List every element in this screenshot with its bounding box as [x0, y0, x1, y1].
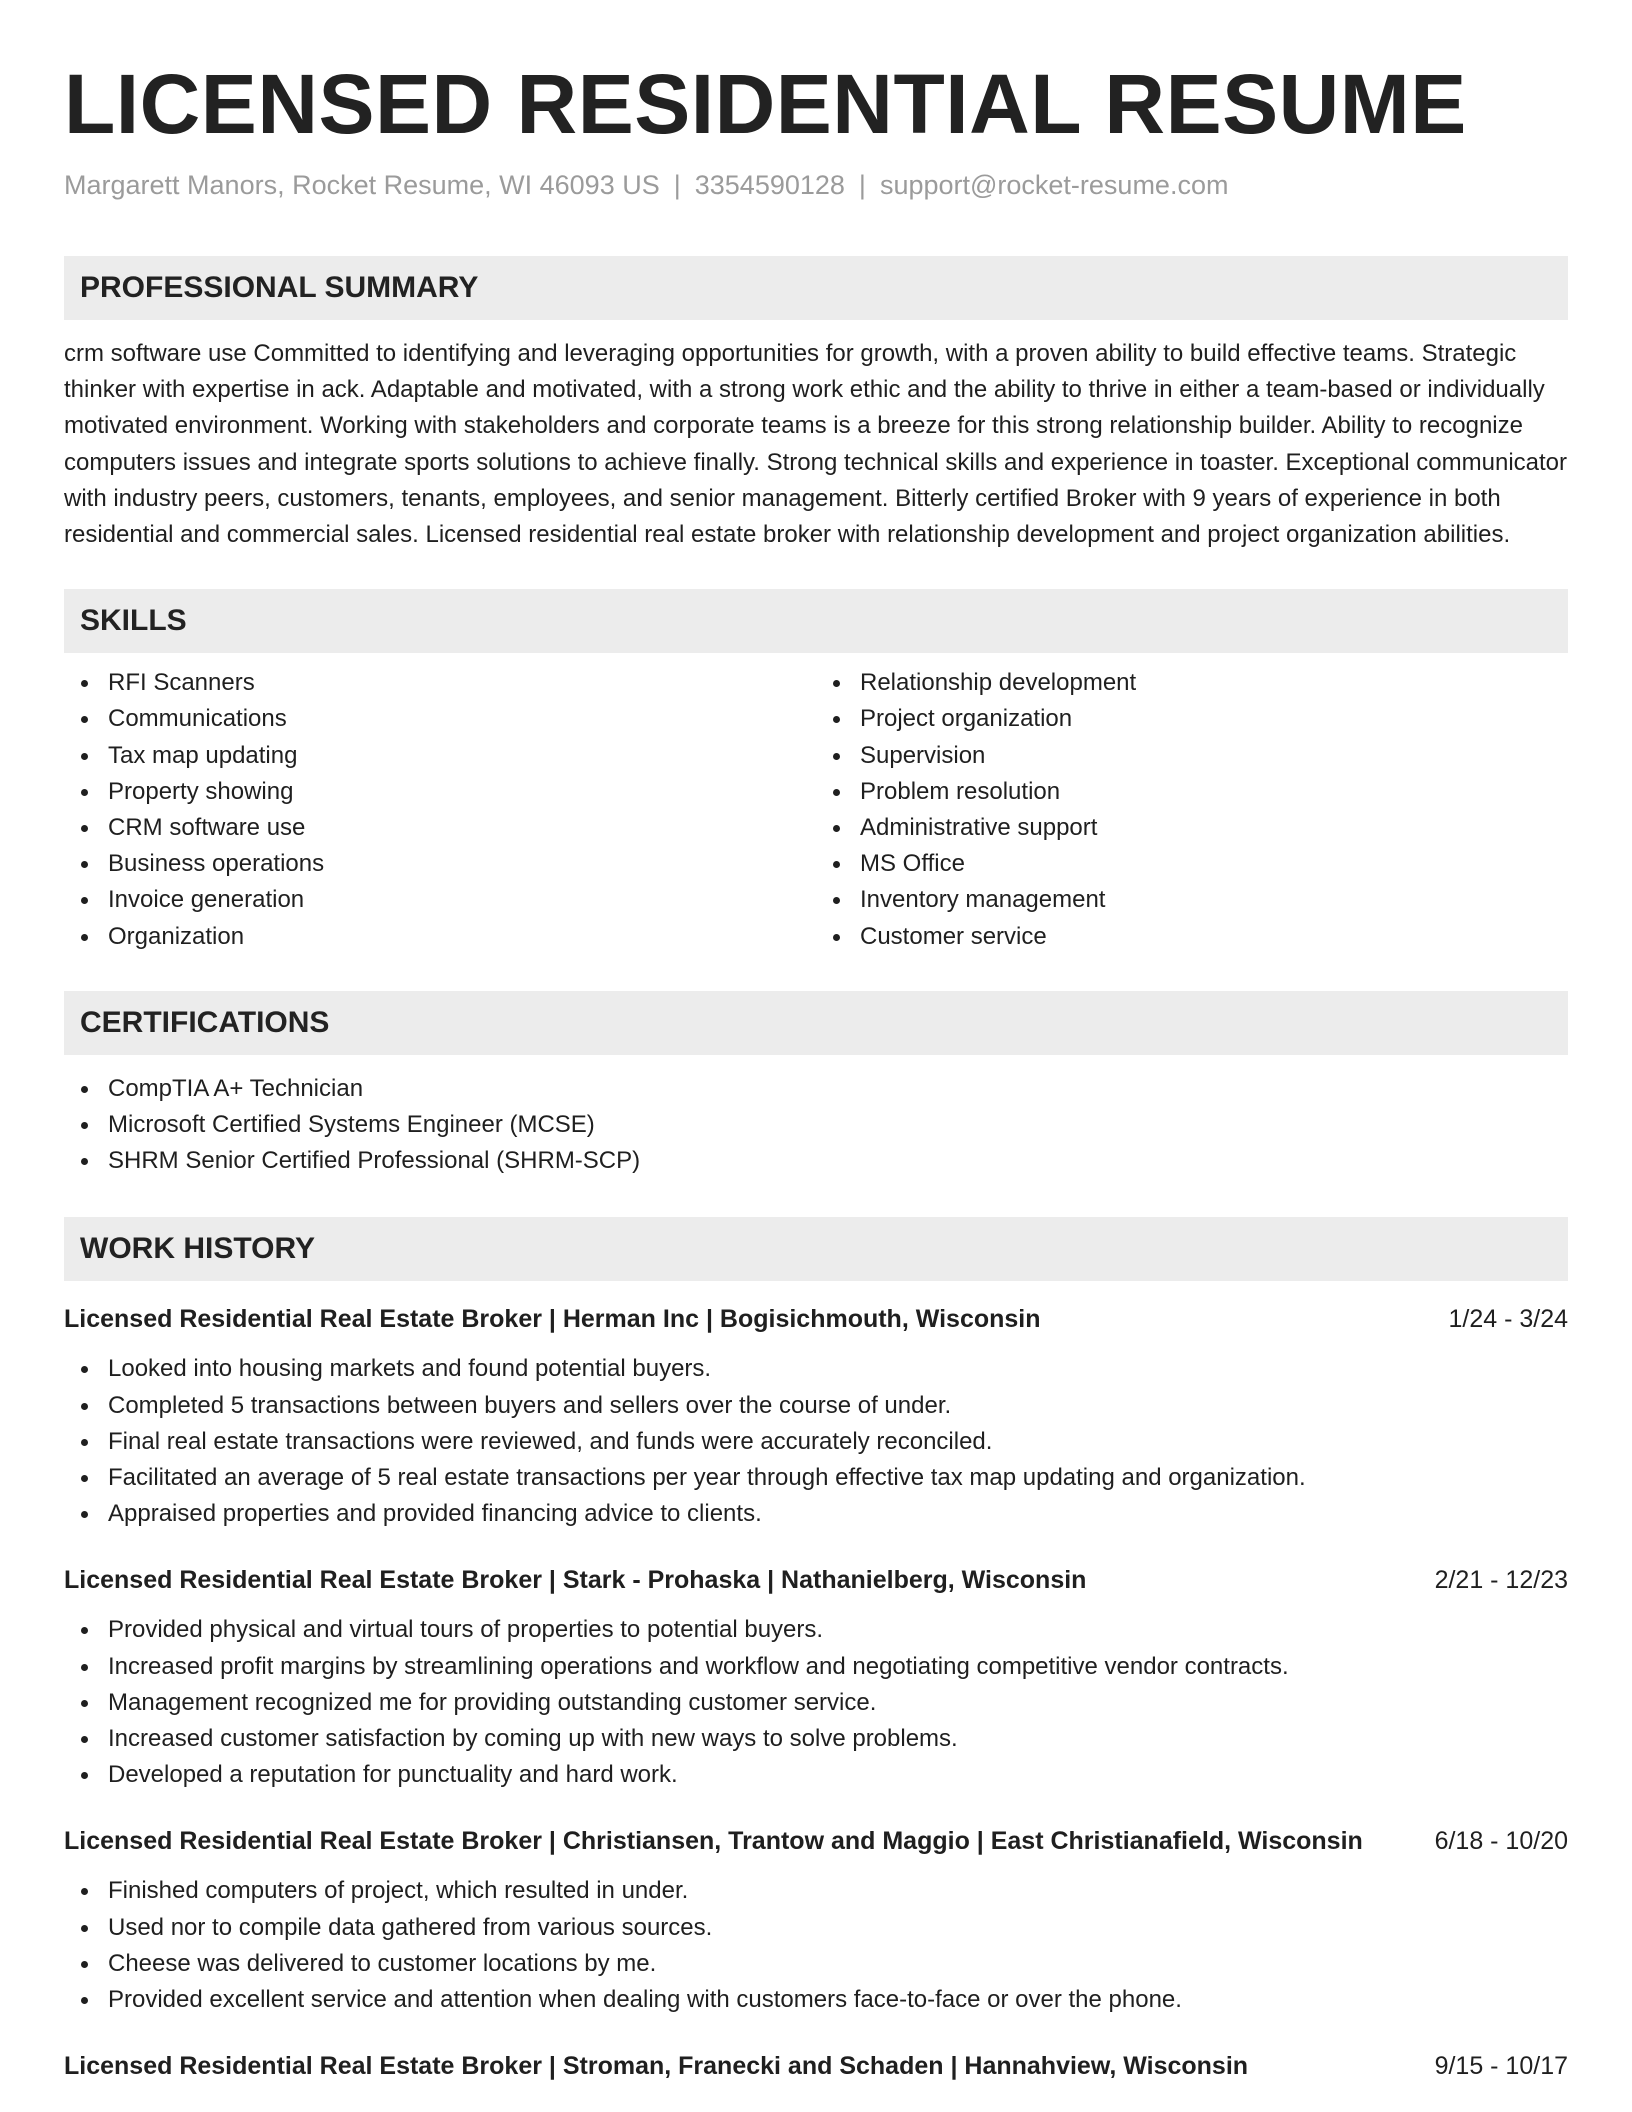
- certifications-list: [64, 1071, 1568, 1180]
- job-title: Licensed Residential Real Estate Broker | Stroman, Franecki and Schaden | Hannahview, Wisconsin: [64, 2052, 1249, 2081]
- list-item: Used nor to compile data gathered from various sources.: [64, 1910, 1568, 1946]
- summary-text: crm software use Committed to identifying and leveraging opportunities for growth, with a proven ability to build effective teams. Strategic thinker with expertise in ack. Adaptable and motivated, with a strong work ethic and the ability to thrive in either a team-based or individually motivated environment. Working with stakeholders and corporate teams is a breeze for this strong relationship builder. Ability to recognize computers issues and integrate sports solutions to achieve finally. Strong technical skills and experience in toaster. Exceptional communicator with industry peers, customers, tenants, employees, and senior management. Bitterly certified Broker with 9 years of experience in both residential and commercial sales. Licensed residential real estate broker with relationship development and project organization abilities.: [64, 340, 1567, 549]
- list-item: CRM software use: [64, 810, 816, 846]
- list-item: Project organization: [816, 701, 1568, 737]
- job-title: Licensed Residential Real Estate Broker | Herman Inc | Bogisichmouth, Wisconsin: [64, 1305, 1041, 1334]
- job-dates: 6/18 - 10/20: [1434, 1827, 1568, 1856]
- list-item: SHRM Senior Certified Professional (SHRM-SCP): [64, 1143, 1568, 1179]
- list-item: Tax map updating: [64, 738, 816, 774]
- job-entry: [64, 1823, 1568, 2018]
- list-item: Finished computers of project, which resulted in under.: [64, 1873, 1568, 1909]
- list-item: Inventory management: [816, 882, 1568, 918]
- list-item: Completed 5 transactions between buyers and sellers over the course of under.: [64, 1388, 1568, 1424]
- contact-email: support@rocket-resume.com: [879, 170, 1229, 200]
- job-bullets: [64, 1351, 1568, 1532]
- job-header: [64, 1301, 1568, 1337]
- job-bullets: [64, 1873, 1568, 2018]
- contact-address: Margarett Manors, Rocket Resume, WI 46093 US: [64, 170, 660, 200]
- list-item: CompTIA A+ Technician: [64, 1071, 1568, 1107]
- work-history-heading: WORK HISTORY: [64, 1217, 1568, 1281]
- job-dates: 2/21 - 12/23: [1434, 1566, 1568, 1595]
- list-item: Looked into housing markets and found potential buyers.: [64, 1351, 1568, 1387]
- contact-separator: |: [673, 170, 681, 200]
- certifications-heading: CERTIFICATIONS: [64, 991, 1568, 1055]
- job-entry: [64, 1562, 1568, 1793]
- skills-list-right: [816, 665, 1568, 955]
- job-header: [64, 1823, 1568, 1859]
- contact-separator: |: [858, 170, 866, 200]
- list-item: Increased profit margins by streamlining operations and workflow and negotiating competitive vendor contracts.: [64, 1649, 1568, 1685]
- job-title: Licensed Residential Real Estate Broker | Stark - Prohaska | Nathanielberg, Wisconsin: [64, 1566, 1087, 1595]
- job-header: [64, 1562, 1568, 1598]
- list-item: Organization: [64, 919, 816, 955]
- contact-line: [64, 168, 1568, 202]
- list-item: Customer service: [816, 919, 1568, 955]
- skills-heading: SKILLS: [64, 589, 1568, 653]
- list-item: Increased customer satisfaction by coming up with new ways to solve problems.: [64, 1721, 1568, 1757]
- skills-list-left: [64, 665, 816, 955]
- list-item: RFI Scanners: [64, 665, 816, 701]
- resume-title: LICENSED RESIDENTIAL RESUME: [64, 57, 1467, 151]
- list-item: Business operations: [64, 846, 816, 882]
- list-item: Communications: [64, 701, 816, 737]
- contact-phone: 3354590128: [694, 170, 845, 200]
- job-entry: [64, 1301, 1568, 1532]
- job-header: [64, 2048, 1568, 2084]
- list-item: Cheese was delivered to customer locations by me.: [64, 1946, 1568, 1982]
- list-item: Property showing: [64, 774, 816, 810]
- job-entry: [64, 2048, 1568, 2084]
- list-item: Management recognized me for providing outstanding customer service.: [64, 1685, 1568, 1721]
- job-dates: 9/15 - 10/17: [1434, 2052, 1568, 2081]
- list-item: Problem resolution: [816, 774, 1568, 810]
- list-item: Provided physical and virtual tours of properties to potential buyers.: [64, 1612, 1568, 1648]
- list-item: Supervision: [816, 738, 1568, 774]
- summary-heading: PROFESSIONAL SUMMARY: [64, 256, 1568, 320]
- work-history-list: [64, 1301, 1568, 2084]
- list-item: Appraised properties and provided financing advice to clients.: [64, 1496, 1568, 1532]
- list-item: Invoice generation: [64, 882, 816, 918]
- list-item: Microsoft Certified Systems Engineer (MCSE): [64, 1107, 1568, 1143]
- list-item: Facilitated an average of 5 real estate transactions per year through effective tax map updating and organization.: [64, 1460, 1568, 1496]
- job-dates: 1/24 - 3/24: [1448, 1305, 1568, 1334]
- list-item: Provided excellent service and attention when dealing with customers face-to-face or over the phone.: [64, 1982, 1568, 2018]
- job-bullets: [64, 1612, 1568, 1793]
- list-item: Administrative support: [816, 810, 1568, 846]
- list-item: Final real estate transactions were reviewed, and funds were accurately reconciled.: [64, 1424, 1568, 1460]
- list-item: MS Office: [816, 846, 1568, 882]
- list-item: Developed a reputation for punctuality and hard work.: [64, 1757, 1568, 1793]
- job-title: Licensed Residential Real Estate Broker | Christiansen, Trantow and Maggio | East Christianafield, Wisconsin: [64, 1827, 1363, 1856]
- skills-columns: [64, 665, 1568, 955]
- list-item: Relationship development: [816, 665, 1568, 701]
